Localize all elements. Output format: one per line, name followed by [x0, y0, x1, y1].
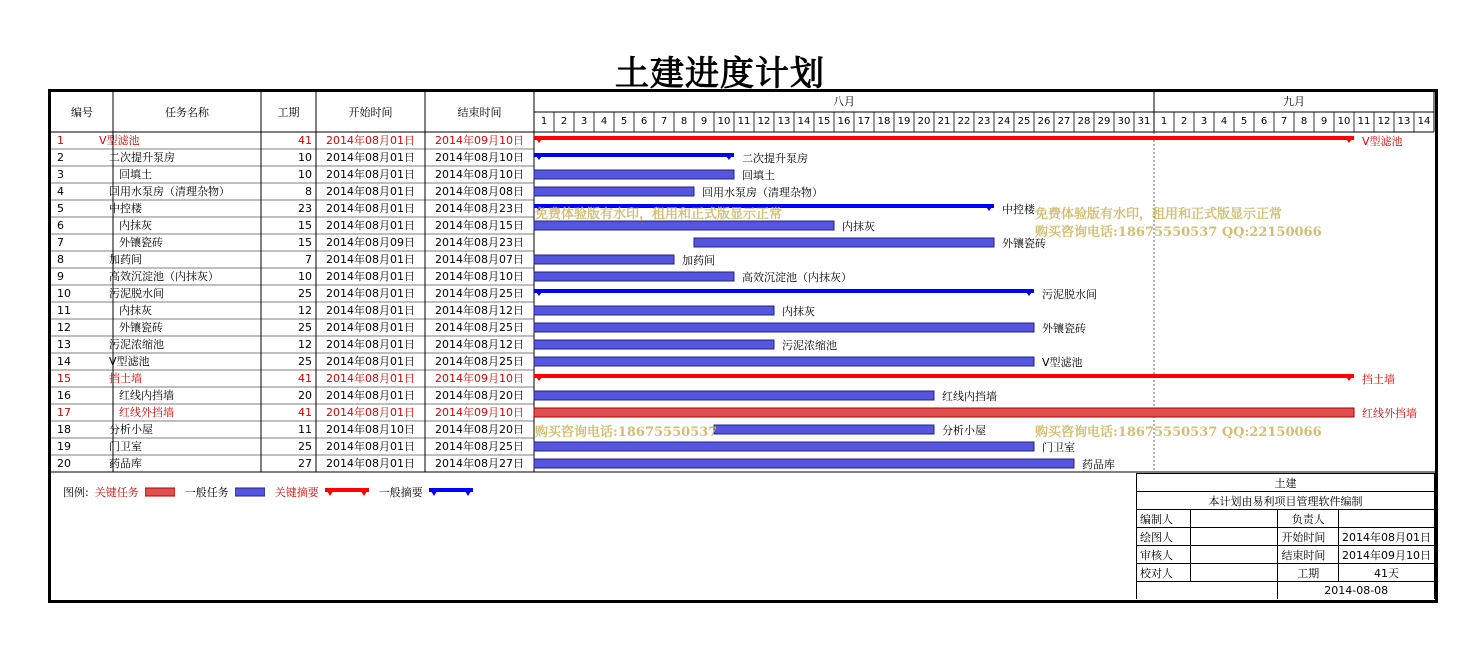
day-tick-label: 12	[1377, 116, 1391, 127]
task-duration: 12	[298, 338, 312, 351]
end-value: 2014年09月10日	[1339, 546, 1435, 564]
task-id: 1	[57, 134, 64, 147]
day-tick-label: 9	[700, 116, 708, 127]
bar-label: V型滤池	[1042, 356, 1083, 369]
task-end: 2014年08月25日	[435, 287, 524, 300]
day-tick-label: 19	[897, 116, 911, 127]
bar-label: 分析小屋	[942, 424, 986, 437]
task-start: 2014年08月01日	[326, 168, 415, 181]
legend-normal-task-swatch	[235, 487, 265, 497]
end-label: 结束时间	[1278, 546, 1339, 564]
task-duration: 10	[298, 168, 312, 181]
task-id: 5	[57, 202, 64, 215]
task-name: 二次提升泵房	[109, 151, 175, 164]
task-id: 19	[57, 440, 71, 453]
task-duration: 20	[298, 389, 312, 402]
software-note: 本计划由易利项目管理软件编制	[1137, 492, 1435, 510]
bar-label: 挡土墙	[1362, 373, 1395, 386]
task-id: 8	[57, 253, 64, 266]
bar-label: 外镶瓷砖	[1002, 237, 1046, 250]
task-end: 2014年08月12日	[435, 304, 524, 317]
day-tick-label: 25	[1017, 116, 1031, 127]
task-name: V型滤池	[99, 134, 140, 147]
bar-label: 红线外挡墙	[1362, 407, 1417, 420]
task-end: 2014年09月10日	[435, 134, 524, 147]
owner-value	[1339, 510, 1435, 528]
legend-normal-task: 一般任务	[184, 486, 229, 499]
print-date: 2014-08-08	[1278, 582, 1435, 600]
task-id: 11	[57, 304, 71, 317]
legend-critical-summary: 关键摘要	[274, 486, 319, 499]
legend-normal-summary-swatch	[429, 487, 473, 497]
bar-label: 污泥脱水间	[1042, 288, 1097, 301]
task-end: 2014年09月10日	[435, 406, 524, 419]
task-start: 2014年08月01日	[326, 406, 415, 419]
task-end: 2014年08月20日	[435, 389, 524, 402]
gantt-frame	[48, 89, 1438, 603]
task-duration: 23	[298, 202, 312, 215]
duration-value: 41天	[1339, 564, 1435, 582]
task-bar	[534, 357, 1034, 366]
task-end: 2014年08月10日	[435, 270, 524, 283]
task-name: 回填土	[119, 168, 152, 181]
watermark-trial-right: 免费体验版有水印，租用和正式版显示正常	[1035, 207, 1283, 222]
task-bar	[534, 323, 1034, 332]
task-bar	[534, 255, 674, 264]
task-start: 2014年08月01日	[326, 304, 415, 317]
day-tick-label: 11	[1357, 116, 1371, 127]
task-id: 17	[57, 406, 71, 419]
day-tick-label: 4	[1220, 116, 1228, 127]
day-tick-label: 27	[1057, 116, 1071, 127]
reviewer-label: 审核人	[1137, 546, 1191, 564]
month-header: 九月	[1283, 95, 1305, 108]
day-tick-label: 3	[1200, 116, 1208, 127]
task-start: 2014年08月01日	[326, 440, 415, 453]
day-tick-label: 15	[817, 116, 831, 127]
bar-label: 外镶瓷砖	[1042, 322, 1086, 335]
summary-bar	[534, 374, 1354, 378]
task-name: 污泥脱水间	[109, 287, 164, 300]
task-bar	[534, 391, 934, 400]
bar-label: 加药间	[682, 254, 715, 267]
task-duration: 10	[298, 270, 312, 283]
task-id: 10	[57, 287, 71, 300]
task-start: 2014年08月01日	[326, 134, 415, 147]
task-end: 2014年08月25日	[435, 440, 524, 453]
legend-normal-summary: 一般摘要	[378, 486, 423, 499]
task-bar	[534, 272, 734, 281]
task-bar	[534, 340, 774, 349]
day-tick-label: 4	[600, 116, 608, 127]
column-header-id: 编号	[71, 106, 93, 119]
drawer-value	[1191, 528, 1278, 546]
day-tick-label: 2	[560, 116, 568, 127]
task-name: 外镶瓷砖	[119, 321, 163, 334]
column-header-duration: 工期	[277, 106, 300, 119]
day-tick-label: 31	[1137, 116, 1151, 127]
bar-label: 药品库	[1082, 458, 1115, 471]
day-tick-label: 12	[757, 116, 771, 127]
task-name: 中控楼	[109, 202, 142, 215]
task-id: 14	[57, 355, 71, 368]
task-bar	[534, 442, 1034, 451]
task-end: 2014年08月27日	[435, 457, 524, 470]
task-duration: 27	[298, 457, 312, 470]
task-id: 18	[57, 423, 71, 436]
task-end: 2014年08月07日	[435, 253, 524, 266]
column-header-start: 开始时间	[348, 106, 393, 119]
task-duration: 25	[298, 321, 312, 334]
task-end: 2014年08月20日	[435, 423, 524, 436]
task-id: 2	[57, 151, 64, 164]
day-tick-label: 10	[717, 116, 731, 127]
watermark-contact-right-2: 购买咨询电话:18675550537 QQ:22150066	[1035, 425, 1322, 440]
day-tick-label: 1	[540, 116, 548, 127]
task-start: 2014年08月01日	[326, 355, 415, 368]
day-tick-label: 11	[737, 116, 751, 127]
task-start: 2014年08月01日	[326, 151, 415, 164]
task-name: 高效沉淀池（内抹灰）	[109, 270, 219, 283]
day-tick-label: 1	[1160, 116, 1168, 127]
task-end: 2014年08月10日	[435, 151, 524, 164]
task-name: 内抹灰	[119, 219, 152, 232]
task-duration: 12	[298, 304, 312, 317]
task-name: 加药间	[109, 253, 142, 266]
task-duration: 41	[298, 372, 312, 385]
day-tick-label: 6	[640, 116, 648, 127]
task-end: 2014年08月08日	[435, 185, 524, 198]
project-name: 土建	[1137, 474, 1435, 492]
task-duration: 15	[298, 236, 312, 249]
day-tick-label: 20	[917, 116, 931, 127]
task-id: 6	[57, 219, 64, 232]
task-name: 门卫室	[109, 440, 142, 453]
title-block-table	[1136, 473, 1435, 599]
task-start: 2014年08月01日	[326, 270, 415, 283]
task-name: 分析小屋	[109, 423, 153, 436]
month-header: 八月	[833, 95, 855, 108]
task-duration: 25	[298, 355, 312, 368]
task-duration: 25	[298, 440, 312, 453]
task-id: 4	[57, 185, 64, 198]
task-id: 13	[57, 338, 71, 351]
task-start: 2014年08月01日	[326, 321, 415, 334]
duration-label: 工期	[1278, 564, 1339, 582]
summary-bar	[534, 153, 734, 157]
day-tick-label: 17	[857, 116, 871, 127]
day-tick-label: 14	[1417, 116, 1431, 127]
day-tick-label: 10	[1337, 116, 1351, 127]
task-start: 2014年08月01日	[326, 253, 415, 266]
task-start: 2014年08月01日	[326, 219, 415, 232]
watermark-trial-left: 免费体验版有水印，租用和正式版显示正常	[535, 207, 783, 222]
page-title: 土建进度计划	[615, 54, 825, 94]
bar-label: 污泥浓缩池	[782, 339, 837, 352]
task-name: 回用水泵房（清理杂物）	[109, 185, 230, 198]
task-bar	[534, 187, 694, 196]
day-tick-label: 26	[1037, 116, 1051, 127]
task-id: 3	[57, 168, 64, 181]
task-end: 2014年08月23日	[435, 202, 524, 215]
task-start: 2014年08月01日	[326, 287, 415, 300]
task-bar	[534, 170, 734, 179]
task-duration: 11	[298, 423, 312, 436]
task-bar	[534, 459, 1074, 468]
start-label: 开始时间	[1278, 528, 1339, 546]
gantt-chart	[51, 92, 1435, 474]
day-tick-label: 7	[1280, 116, 1288, 127]
task-id: 15	[57, 372, 71, 385]
bar-label: 回用水泵房（清理杂物）	[702, 186, 823, 199]
task-duration: 41	[298, 134, 312, 147]
task-bar	[694, 238, 994, 247]
task-name: 挡土墙	[109, 372, 142, 385]
day-tick-label: 13	[777, 116, 791, 127]
day-tick-label: 24	[997, 116, 1011, 127]
day-tick-label: 5	[1240, 116, 1248, 127]
task-bar	[714, 425, 934, 434]
title-block	[1136, 473, 1435, 600]
task-duration: 25	[298, 287, 312, 300]
task-end: 2014年08月25日	[435, 355, 524, 368]
editor-label: 编制人	[1137, 510, 1191, 528]
task-start: 2014年08月10日	[326, 423, 415, 436]
task-name: 红线内挡墙	[119, 389, 174, 402]
day-tick-label: 30	[1117, 116, 1131, 127]
drawer-label: 绘图人	[1137, 528, 1191, 546]
task-duration: 41	[298, 406, 312, 419]
column-header-end: 结束时间	[457, 106, 502, 119]
task-start: 2014年08月09日	[326, 236, 415, 249]
task-start: 2014年08月01日	[326, 202, 415, 215]
task-end: 2014年08月23日	[435, 236, 524, 249]
editor-value	[1191, 510, 1278, 528]
task-end: 2014年08月15日	[435, 219, 524, 232]
bar-label: 回填土	[742, 169, 775, 182]
task-id: 9	[57, 270, 64, 283]
summary-bar	[534, 289, 1034, 293]
task-duration: 10	[298, 151, 312, 164]
task-name: 红线外挡墙	[119, 406, 174, 419]
task-duration: 7	[305, 253, 312, 266]
bar-label: 红线内挡墙	[942, 390, 997, 403]
task-end: 2014年08月25日	[435, 321, 524, 334]
owner-label: 负责人	[1278, 510, 1339, 528]
bar-label: 高效沉淀池（内抹灰）	[742, 271, 852, 284]
day-tick-label: 7	[660, 116, 668, 127]
day-tick-label: 9	[1320, 116, 1328, 127]
task-id: 16	[57, 389, 71, 402]
task-start: 2014年08月01日	[326, 372, 415, 385]
task-duration: 8	[305, 185, 312, 198]
checker-value	[1191, 564, 1278, 582]
blank-cell	[1137, 582, 1278, 600]
legend-prefix: 图例:	[63, 486, 89, 499]
day-tick-label: 16	[837, 116, 851, 127]
legend-critical-task: 关键任务	[94, 486, 139, 499]
task-end: 2014年09月10日	[435, 372, 524, 385]
task-name: 药品库	[109, 457, 142, 470]
legend-critical-summary-swatch	[325, 487, 369, 497]
start-value: 2014年08月01日	[1339, 528, 1435, 546]
bar-label: 门卫室	[1042, 441, 1075, 454]
task-end: 2014年08月12日	[435, 338, 524, 351]
watermark-contact-right: 购买咨询电话:18675550537 QQ:22150066	[1035, 225, 1322, 240]
task-bar	[534, 408, 1354, 417]
day-tick-label: 13	[1397, 116, 1411, 127]
day-tick-label: 18	[877, 116, 891, 127]
task-start: 2014年08月01日	[326, 389, 415, 402]
column-header-name: 任务名称	[165, 106, 209, 119]
day-tick-label: 22	[957, 116, 971, 127]
checker-label: 校对人	[1137, 564, 1191, 582]
day-tick-label: 8	[680, 116, 688, 127]
legend-critical-task-swatch	[145, 487, 175, 497]
day-tick-label: 3	[580, 116, 588, 127]
watermark-contact-left: 购买咨询电话:18675550537	[535, 425, 718, 440]
bar-label: 二次提升泵房	[742, 152, 808, 165]
task-bar	[534, 306, 774, 315]
task-start: 2014年08月01日	[326, 338, 415, 351]
task-id: 20	[57, 457, 71, 470]
bar-label: V型滤池	[1362, 135, 1403, 148]
task-name: V型滤池	[109, 355, 150, 368]
day-tick-label: 8	[1300, 116, 1308, 127]
day-tick-label: 6	[1260, 116, 1268, 127]
day-tick-label: 28	[1077, 116, 1091, 127]
task-start: 2014年08月01日	[326, 185, 415, 198]
day-tick-label: 21	[937, 116, 951, 127]
task-duration: 15	[298, 219, 312, 232]
task-end: 2014年08月10日	[435, 168, 524, 181]
reviewer-value	[1191, 546, 1278, 564]
task-id: 7	[57, 236, 64, 249]
task-name: 污泥浓缩池	[109, 338, 164, 351]
bar-label: 内抹灰	[782, 305, 815, 318]
task-bar	[534, 221, 834, 230]
task-start: 2014年08月01日	[326, 457, 415, 470]
bar-label: 中控楼	[1002, 203, 1035, 216]
task-id: 12	[57, 321, 71, 334]
day-tick-label: 2	[1180, 116, 1188, 127]
day-tick-label: 23	[977, 116, 991, 127]
summary-bar	[534, 136, 1354, 140]
task-name: 内抹灰	[119, 304, 152, 317]
day-tick-label: 14	[797, 116, 811, 127]
task-name: 外镶瓷砖	[119, 236, 163, 249]
day-tick-label: 29	[1097, 116, 1111, 127]
legend	[63, 484, 483, 500]
day-tick-label: 5	[620, 116, 628, 127]
bar-label: 内抹灰	[842, 220, 875, 233]
